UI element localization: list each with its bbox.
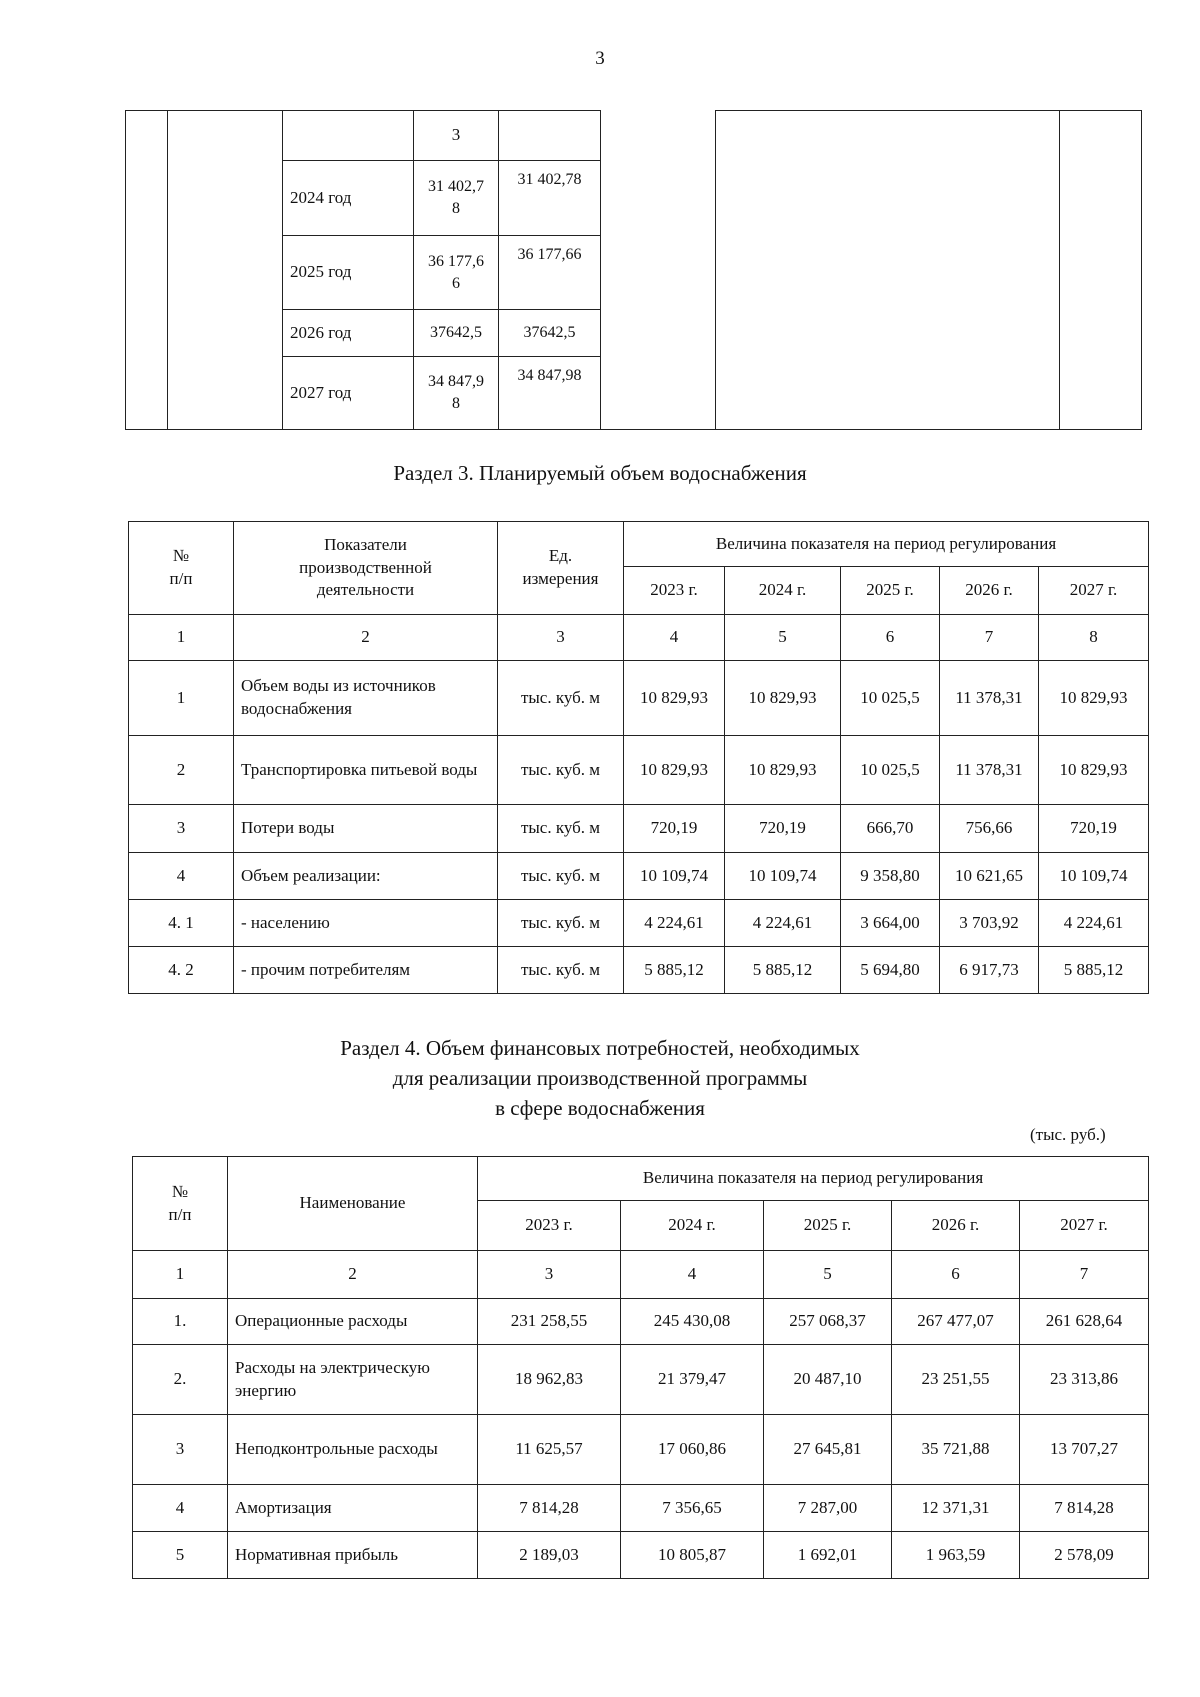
col-number: 1	[129, 615, 234, 661]
row-value: 4 224,61	[1039, 900, 1149, 947]
year-cell: 2026 год	[283, 310, 414, 357]
col-number: 7	[1020, 1251, 1149, 1299]
section3-title: Раздел 3. Планируемый объем водоснабжения	[393, 461, 807, 485]
row-value: 1 692,01	[764, 1532, 892, 1579]
row-value: 6 917,73	[940, 947, 1039, 994]
row-value: 10 025,5	[841, 736, 940, 805]
row-value: 5 694,80	[841, 947, 940, 994]
row-value: 267 477,07	[892, 1299, 1020, 1345]
row-num: 1	[129, 661, 234, 736]
value-cell: 31 402,78	[499, 161, 601, 236]
row-value: 257 068,37	[764, 1299, 892, 1345]
table-row	[129, 947, 1149, 994]
row-num: 3	[133, 1415, 228, 1485]
header-period: Величина показателя на период регулирования	[624, 522, 1149, 567]
table-row	[133, 1415, 1149, 1485]
col-number: 3	[478, 1251, 621, 1299]
value-cell: 37642,5	[414, 310, 499, 357]
row-unit: тыс. куб. м	[498, 900, 624, 947]
continuation-table	[125, 110, 1142, 430]
row-value: 756,66	[940, 805, 1039, 853]
row-value: 10 829,93	[1039, 736, 1149, 805]
row-num: 2.	[133, 1345, 228, 1415]
row-value: 666,70	[841, 805, 940, 853]
row-value: 245 430,08	[621, 1299, 764, 1345]
value-cell: 36 177,66	[499, 236, 601, 310]
header-period: Величина показателя на период регулирования	[478, 1157, 1149, 1201]
table-row	[129, 900, 1149, 947]
row-name: Транспортировка питьевой воды	[234, 736, 498, 805]
row-num: 5	[133, 1532, 228, 1579]
water-supply-table	[128, 521, 1149, 994]
col-number: 2	[228, 1251, 478, 1299]
col-number: 7	[940, 615, 1039, 661]
row-unit: тыс. куб. м	[498, 661, 624, 736]
col-number: 6	[841, 615, 940, 661]
header-name: Наименование	[228, 1157, 478, 1251]
row-value: 231 258,55	[478, 1299, 621, 1345]
section4-title-line3: в сфере водоснабжения	[495, 1096, 705, 1120]
header-year: 2024 г.	[621, 1201, 764, 1251]
row-value: 23 313,86	[1020, 1345, 1149, 1415]
row-value: 5 885,12	[725, 947, 841, 994]
header-year: 2026 г.	[940, 567, 1039, 615]
row-value: 2 578,09	[1020, 1532, 1149, 1579]
col-number: 6	[892, 1251, 1020, 1299]
row-value: 11 625,57	[478, 1415, 621, 1485]
value-cell: 37642,5	[499, 310, 601, 357]
row-value: 13 707,27	[1020, 1415, 1149, 1485]
row-value: 4 224,61	[725, 900, 841, 947]
table-row	[129, 736, 1149, 805]
row-name: Нормативная прибыль	[228, 1532, 478, 1579]
header-num: № п/п	[133, 1157, 228, 1251]
header-indicator: Показатели производственной деятельности	[234, 522, 498, 615]
col-number: 5	[764, 1251, 892, 1299]
row-num: 4. 2	[129, 947, 234, 994]
header-year: 2023 г.	[478, 1201, 621, 1251]
year-cell: 2027 год	[283, 357, 414, 430]
row-num: 1.	[133, 1299, 228, 1345]
row-value: 9 358,80	[841, 853, 940, 900]
value-cell: 34 847,9 8	[414, 357, 499, 430]
row-unit: тыс. куб. м	[498, 853, 624, 900]
row-unit: тыс. куб. м	[498, 736, 624, 805]
row-value: 10 829,93	[1039, 661, 1149, 736]
empty-cell	[1060, 111, 1142, 430]
row-value: 18 962,83	[478, 1345, 621, 1415]
row-value: 720,19	[1039, 805, 1149, 853]
header-year: 2023 г.	[624, 567, 725, 615]
row-name: Потери воды	[234, 805, 498, 853]
section4-title-line2: для реализации производственной программы	[392, 1066, 808, 1090]
col-number: 3	[498, 615, 624, 661]
row-name: Объем воды из источников водоснабжения	[234, 661, 498, 736]
row-value: 720,19	[624, 805, 725, 853]
row-num: 2	[129, 736, 234, 805]
table-row	[133, 1532, 1149, 1579]
header-year: 2025 г.	[841, 567, 940, 615]
header-unit: Ед. измерения	[498, 522, 624, 615]
header-year: 2026 г.	[892, 1201, 1020, 1251]
row-value: 23 251,55	[892, 1345, 1020, 1415]
row-value: 27 645,81	[764, 1415, 892, 1485]
row-name: Амортизация	[228, 1485, 478, 1532]
table-row	[133, 1485, 1149, 1532]
empty-cell	[126, 111, 168, 430]
row-value: 5 885,12	[624, 947, 725, 994]
empty-cell	[283, 111, 414, 161]
row-value: 10 025,5	[841, 661, 940, 736]
table-row	[133, 1299, 1149, 1345]
header-year: 2027 г.	[1020, 1201, 1149, 1251]
table-row	[133, 1345, 1149, 1415]
financial-needs-table	[132, 1156, 1149, 1579]
page-number: 3	[595, 48, 605, 69]
row-value: 5 885,12	[1039, 947, 1149, 994]
row-value: 10 109,74	[1039, 853, 1149, 900]
table-row	[129, 805, 1149, 853]
row-value: 10 109,74	[725, 853, 841, 900]
col-number: 2	[234, 615, 498, 661]
row-value: 720,19	[725, 805, 841, 853]
row-name: Расходы на электрическую энергию	[228, 1345, 478, 1415]
header-year: 2027 г.	[1039, 567, 1149, 615]
header-cell: 3	[414, 111, 499, 161]
row-name: - населению	[234, 900, 498, 947]
row-value: 7 356,65	[621, 1485, 764, 1532]
row-num: 4	[133, 1485, 228, 1532]
value-cell: 31 402,7 8	[414, 161, 499, 236]
row-value: 261 628,64	[1020, 1299, 1149, 1345]
table-row	[129, 661, 1149, 736]
value-cell: 36 177,6 6	[414, 236, 499, 310]
row-unit: тыс. куб. м	[498, 805, 624, 853]
empty-cell	[601, 111, 716, 430]
col-number: 5	[725, 615, 841, 661]
row-value: 10 829,93	[624, 661, 725, 736]
row-value: 10 109,74	[624, 853, 725, 900]
row-value: 3 664,00	[841, 900, 940, 947]
table-row	[129, 853, 1149, 900]
row-value: 7 287,00	[764, 1485, 892, 1532]
col-number: 4	[624, 615, 725, 661]
row-num: 4. 1	[129, 900, 234, 947]
row-value: 3 703,92	[940, 900, 1039, 947]
row-value: 20 487,10	[764, 1345, 892, 1415]
col-number: 1	[133, 1251, 228, 1299]
row-num: 4	[129, 853, 234, 900]
unit-note: (тыс. руб.)	[1030, 1125, 1106, 1144]
header-year: 2025 г.	[764, 1201, 892, 1251]
row-value: 2 189,03	[478, 1532, 621, 1579]
row-value: 21 379,47	[621, 1345, 764, 1415]
row-value: 7 814,28	[1020, 1485, 1149, 1532]
empty-cell	[499, 111, 601, 161]
row-value: 10 805,87	[621, 1532, 764, 1579]
row-value: 7 814,28	[478, 1485, 621, 1532]
row-value: 10 829,93	[725, 661, 841, 736]
row-value: 11 378,31	[940, 661, 1039, 736]
row-value: 1 963,59	[892, 1532, 1020, 1579]
row-name: Операционные расходы	[228, 1299, 478, 1345]
section4-title-line1: Раздел 4. Объем финансовых потребностей, необходимых	[340, 1036, 860, 1060]
header-year: 2024 г.	[725, 567, 841, 615]
row-name: Объем реализации:	[234, 853, 498, 900]
row-value: 10 829,93	[624, 736, 725, 805]
row-value: 10 829,93	[725, 736, 841, 805]
empty-cell	[716, 111, 1060, 430]
header-num: № п/п	[129, 522, 234, 615]
col-number: 8	[1039, 615, 1149, 661]
col-number: 4	[621, 1251, 764, 1299]
row-value: 10 621,65	[940, 853, 1039, 900]
year-cell: 2025 год	[283, 236, 414, 310]
row-name: Неподконтрольные расходы	[228, 1415, 478, 1485]
row-value: 4 224,61	[624, 900, 725, 947]
row-name: - прочим потребителям	[234, 947, 498, 994]
empty-cell	[168, 111, 283, 430]
row-value: 11 378,31	[940, 736, 1039, 805]
value-cell: 34 847,98	[499, 357, 601, 430]
year-cell: 2024 год	[283, 161, 414, 236]
row-value: 12 371,31	[892, 1485, 1020, 1532]
row-value: 17 060,86	[621, 1415, 764, 1485]
row-value: 35 721,88	[892, 1415, 1020, 1485]
row-unit: тыс. куб. м	[498, 947, 624, 994]
row-num: 3	[129, 805, 234, 853]
